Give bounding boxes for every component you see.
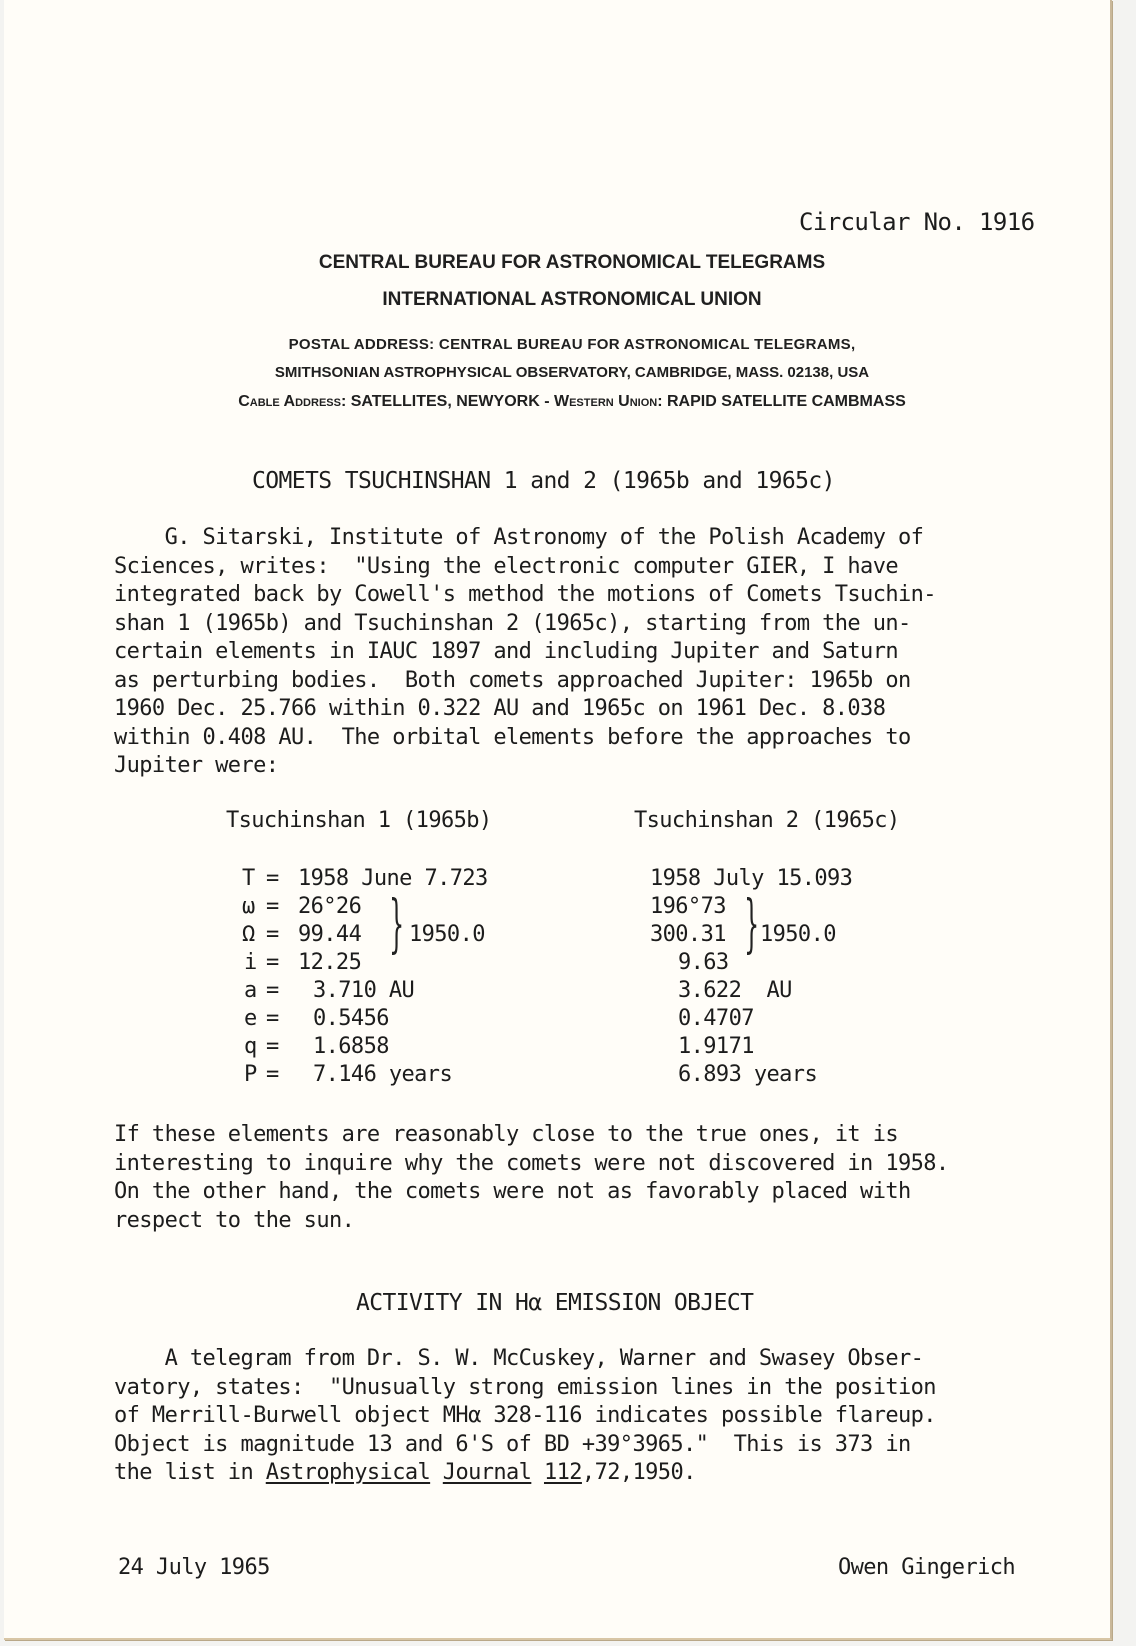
paragraph-line: shan 1 (1965b) and Tsuchinshan 2 (1965c), starting from the un-	[114, 610, 911, 636]
equals-sign: =	[266, 866, 279, 891]
element-symbol: q	[244, 1034, 257, 1059]
journal-volume: 112	[543, 1460, 582, 1485]
equinox-1965b: 1950.0	[409, 922, 485, 947]
paragraph-line: as perturbing bodies. Both comets approached Jupiter: 1965b on	[114, 667, 911, 693]
element-symbol: P	[244, 1062, 257, 1087]
paragraph-line: interesting to inquire why the comets were not discovered in 1958.	[114, 1150, 949, 1176]
paragraph-line: certain elements in IAUC 1897 and including Jupiter and Saturn	[114, 639, 898, 664]
org-subtitle: INTERNATIONAL ASTRONOMICAL UNION	[382, 289, 762, 310]
paragraph-line: respect to the sun.	[114, 1207, 355, 1233]
value-q-1965b: 1.6858	[313, 1034, 389, 1059]
equals-sign: =	[266, 1062, 279, 1087]
journal-name: Astrophysical	[265, 1460, 431, 1485]
paragraph-line: A telegram from Dr. S. W. McCuskey, Warner and Swasey Obser-	[114, 1346, 924, 1371]
section-title-comets: COMETS TSUCHINSHAN 1 and 2 (1965b and 1965c)	[252, 468, 835, 494]
paragraph-line-citation: the list in Astrophysical Journal 112,72,1950.	[114, 1460, 696, 1485]
org-title: CENTRAL BUREAU FOR ASTRONOMICAL TELEGRAMS	[318, 252, 826, 273]
comets-paragraph	[114, 524, 936, 781]
paragraph-line: within 0.408 AU. The orbital elements before the approaches to	[114, 724, 911, 750]
element-symbol: i	[244, 950, 257, 975]
element-symbol: e	[244, 1006, 257, 1031]
brace-icon: }	[744, 887, 760, 961]
value-i-1965b: 12.25	[298, 950, 362, 975]
value-omega-1965b: 26°26	[298, 894, 362, 919]
equinox-1965c: 1950.0	[760, 922, 836, 947]
column-header-tsuchinshan-2: Tsuchinshan 2 (1965c)	[634, 808, 900, 833]
paragraph-line: Jupiter were:	[114, 753, 279, 778]
value-q-1965c: 1.9171	[678, 1034, 754, 1059]
paragraph-line: On the other hand, the comets were not as favorably placed with	[114, 1179, 911, 1204]
section-title-halpha: ACTIVITY IN Hα EMISSION OBJECT	[356, 1290, 754, 1316]
equals-sign: =	[266, 1034, 279, 1059]
equals-sign: =	[266, 1006, 279, 1031]
column-header-tsuchinshan-1: Tsuchinshan 1 (1965b)	[226, 808, 492, 833]
value-e-1965b: 0.5456	[313, 1006, 389, 1031]
cable-address: Cable Address: SATELLITES, NEWYORK - Western Union: RAPID SATELLITE CAMBMASS	[238, 393, 906, 410]
value-node-1965c: 300.31	[650, 922, 726, 947]
brace-icon: }	[389, 887, 405, 961]
paragraph-line: 1960 Dec. 25.766 within 0.322 AU and 1965c on 1961 Dec. 8.038	[114, 696, 886, 721]
paragraph-line: vatory, states: "Unusually strong emission lines in the position	[114, 1374, 936, 1400]
element-symbol: ω	[242, 894, 255, 919]
value-node-1965b: 99.44	[298, 922, 362, 947]
journal-name: Journal	[442, 1460, 532, 1485]
equals-sign: =	[266, 894, 279, 919]
value-a-1965b: 3.710 AU	[313, 978, 415, 1003]
paragraph-line: Sciences, writes: "Using the electronic computer GIER, I have	[114, 553, 898, 579]
value-T-1965b: 1958 June 7.723	[298, 866, 488, 891]
equals-sign: =	[266, 978, 279, 1003]
paragraph-line: integrated back by Cowell's method the motions of Comets Tsuchin-	[114, 582, 936, 607]
equals-sign: =	[266, 922, 279, 947]
postal-address-line-1: POSTAL ADDRESS: CENTRAL BUREAU FOR ASTRONOMICAL TELEGRAMS,	[288, 336, 856, 353]
paragraph-line: Object is magnitude 13 and 6'S of BD +39°3965." This is 373 in	[114, 1431, 911, 1457]
element-symbol: Ω	[242, 922, 255, 947]
value-T-1965c: 1958 July 15.093	[650, 866, 853, 891]
halpha-paragraph	[114, 1345, 936, 1488]
comets-closing-paragraph	[114, 1121, 949, 1235]
paragraph-line: of Merrill-Burwell object MHα 328-116 indicates possible flareup.	[114, 1403, 936, 1428]
circular-date: 24 July 1965	[118, 1555, 270, 1580]
value-i-1965c: 9.63	[678, 950, 729, 975]
value-omega-1965c: 196°73	[650, 894, 726, 919]
circular-number: Circular No. 1916	[799, 208, 1035, 236]
value-e-1965c: 0.4707	[678, 1006, 754, 1031]
value-P-1965b: 7.146 years	[313, 1062, 453, 1087]
element-symbol: a	[244, 978, 257, 1003]
equals-sign: =	[266, 950, 279, 975]
paragraph-line: If these elements are reasonably close to the true ones, it is	[114, 1122, 898, 1147]
value-a-1965c: 3.622 AU	[678, 978, 792, 1003]
circular-page	[4, 0, 1112, 1640]
signature: Owen Gingerich	[838, 1555, 1016, 1580]
element-symbol: T	[242, 866, 255, 891]
postal-address-line-2: SMITHSONIAN ASTROPHYSICAL OBSERVATORY, CAMBRIDGE, MASS. 02138, USA	[274, 364, 870, 381]
value-P-1965c: 6.893 years	[678, 1062, 818, 1087]
paragraph-line: G. Sitarski, Institute of Astronomy of the Polish Academy of	[114, 525, 924, 550]
